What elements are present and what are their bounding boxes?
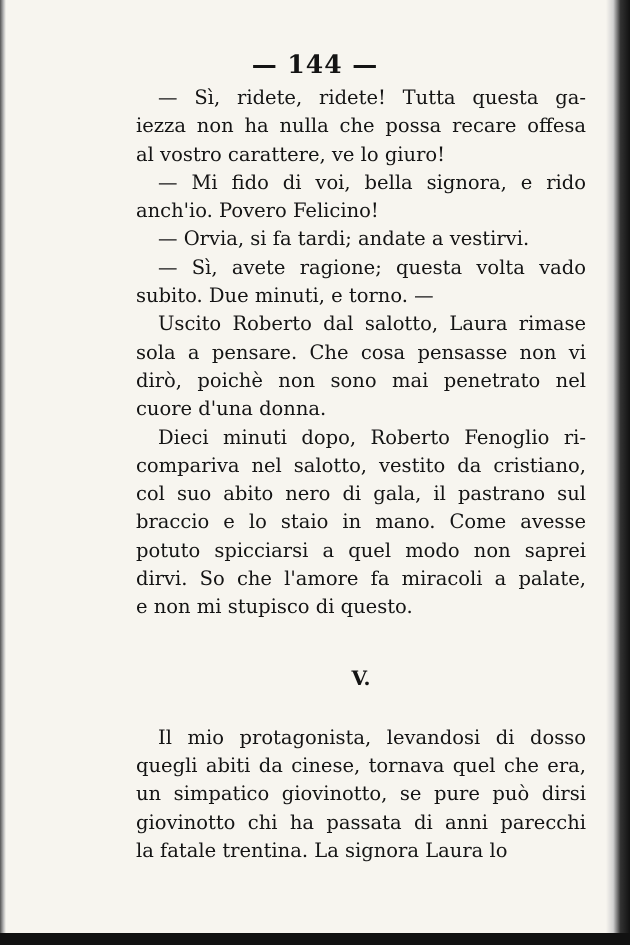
text-line: iezza non ha nulla che possa recare offesa xyxy=(136,114,586,138)
paragraph xyxy=(136,724,586,865)
page-gutter-shadow xyxy=(0,0,6,945)
text-line: dirvi. So che l'amore fa miracoli a palate, xyxy=(136,567,586,591)
text-line: — Orvia, si fa tardi; andate a vestirvi. xyxy=(158,227,530,251)
paragraph xyxy=(136,225,586,253)
body-text xyxy=(136,84,586,865)
text-line: cuore d'una donna. xyxy=(136,397,327,421)
text-line: quegli abiti da cinese, tornava quel che era, xyxy=(136,753,586,777)
paragraph xyxy=(136,254,586,311)
section-heading: V. xyxy=(351,665,371,690)
text-line: col suo abito nero di gala, il pastrano sul xyxy=(136,482,586,506)
text-line: potuto spicciarsi a quel modo non saprei xyxy=(136,538,586,562)
text-line: la fatale trentina. La signora Laura lo xyxy=(136,838,508,862)
page-edge-shadow xyxy=(606,0,630,945)
scan-bottom-border xyxy=(0,933,630,945)
text-line: al vostro carattere, ve lo giuro! xyxy=(136,142,445,166)
text-line: Il mio protagonista, levandosi di dosso xyxy=(158,725,586,749)
text-line: giovinotto chi ha passata di anni parecchi xyxy=(136,810,586,834)
text-line: compariva nel salotto, vestito da cristiano, xyxy=(136,453,586,477)
text-line: un simpatico giovinotto, se pure può dirsi xyxy=(136,782,586,806)
text-line: e non mi stupisco di questo. xyxy=(136,595,413,619)
paragraph xyxy=(136,84,586,169)
page-number: — 144 — xyxy=(251,50,379,79)
text-line: dirò, poichè non sono mai penetrato nel xyxy=(136,368,586,392)
text-line: braccio e lo staio in mano. Come avesse xyxy=(136,510,586,534)
paragraph xyxy=(136,424,586,622)
text-line: — Sì, avete ragione; questa volta vado xyxy=(158,255,586,279)
text-line: Dieci minuti dopo, Roberto Fenoglio ri- xyxy=(158,425,586,449)
paragraph xyxy=(136,169,586,226)
text-line: — Sì, ridete, ridete! Tutta questa ga- xyxy=(158,86,586,109)
paragraphs-after-section xyxy=(136,724,586,865)
text-line: Uscito Roberto dal salotto, Laura rimase xyxy=(158,312,586,336)
text-line: subito. Due minuti, e torno. — xyxy=(136,284,434,308)
text-line: — Mi fido di voi, bella signora, e rido xyxy=(158,170,586,194)
paragraphs-before-section xyxy=(136,84,586,622)
text-line: anch'io. Povero Felicino! xyxy=(136,199,379,223)
text-line: sola a pensare. Che cosa pensasse non vi xyxy=(136,340,586,364)
paragraph xyxy=(136,310,586,423)
